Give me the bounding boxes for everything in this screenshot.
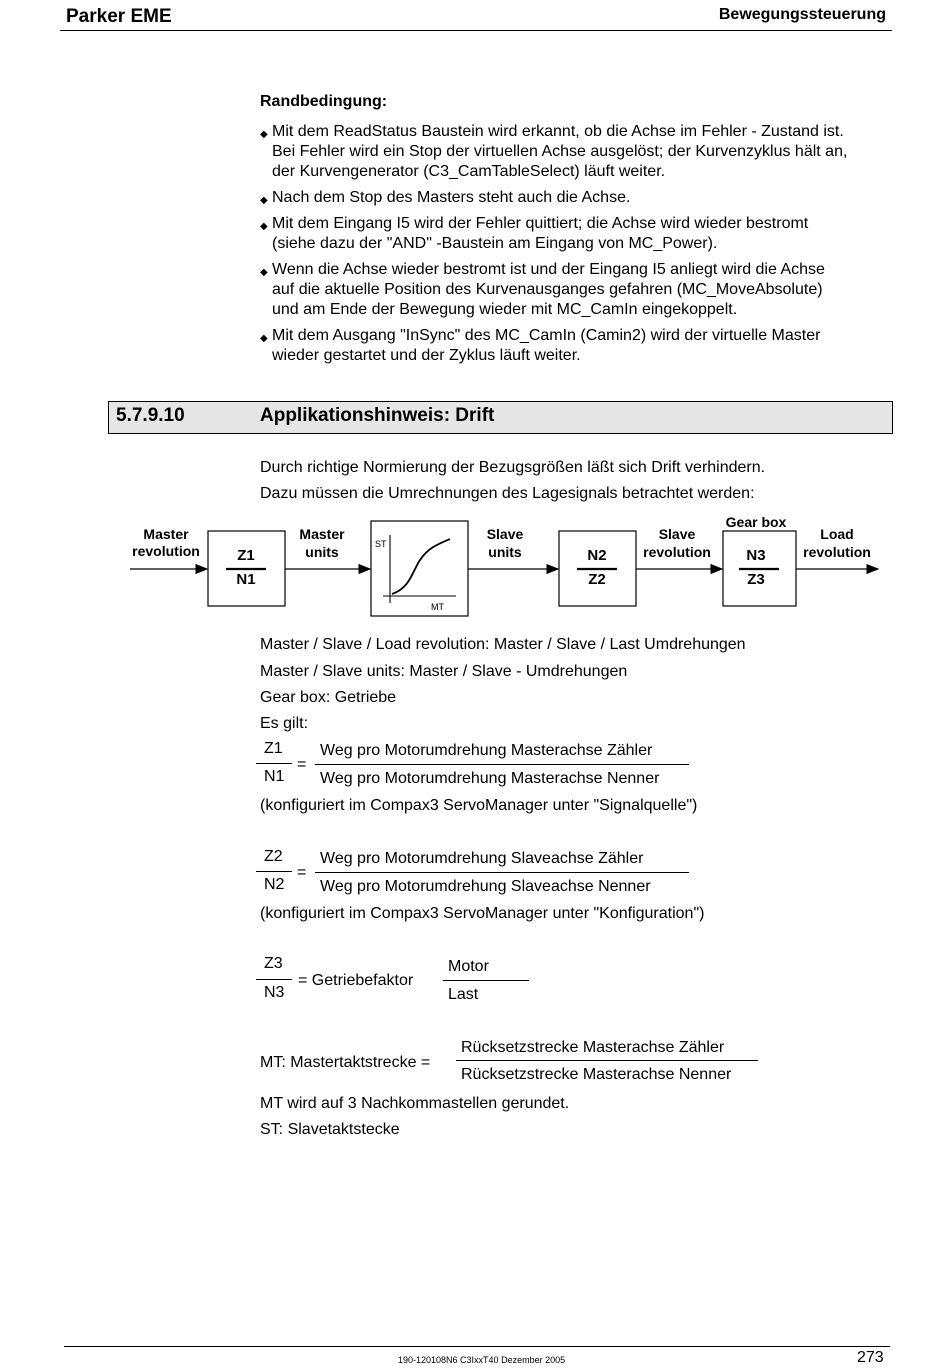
diamond-bullet-icon: ◆ (260, 195, 268, 206)
f3-num: Z3 (264, 955, 283, 972)
glossary-es-gilt: Es gilt: (260, 715, 309, 732)
f3-equals-getriebefaktor: = Getriebefaktor (298, 972, 414, 989)
diamond-bullet-icon: ◆ (260, 267, 268, 278)
block-cam (371, 521, 468, 616)
bullet-item: ◆ Mit dem ReadStatus Baustein wird erkannt, ob die Achse im Fehler - Zustand ist. Bei Fehler wird ein Stop der virtuellen Achse ausgelöst; der Kurvenzyklus hält an, der Kurvengenerator (C3_CamTableSelect) läuft weiter. (260, 123, 848, 180)
bullet-item: ◆ Nach dem Stop des Masters steht auch die Achse. (258, 188, 898, 208)
f2-right-num: Weg pro Motorumdrehung Slaveachse Zähler (320, 850, 644, 867)
f3-right-den: Last (448, 986, 479, 1003)
intro-line-1: Durch richtige Normierung der Bezugsgrößen läßt sich Drift verhindern. (260, 459, 766, 476)
diamond-bullet-icon: ◆ (260, 221, 268, 232)
label-load-revolution-2: revolution (803, 544, 871, 560)
f1-equals: = (297, 756, 307, 773)
mt-fraction-line (456, 1060, 758, 1061)
mt-num: Rücksetzstrecke Masterachse Zähler (461, 1039, 725, 1056)
f2-right-den: Weg pro Motorumdrehung Slaveachse Nenner (320, 878, 651, 895)
f1-note: (konfiguriert im Compax3 ServoManager unter "Signalquelle") (260, 797, 698, 814)
signal-flow-diagram (0, 0, 950, 640)
randbedingung-heading: Randbedingung: (260, 93, 388, 110)
f2-note: (konfiguriert im Compax3 ServoManager unter "Konfiguration") (260, 905, 705, 922)
glossary-gearbox: Gear box: Getriebe (260, 689, 397, 706)
header-chapter: Bewegungssteuerung (718, 6, 886, 23)
closing-st: ST: Slavetaktstecke (260, 1121, 400, 1138)
footer-doc-id: 190-120108N6 C3IxxT40 Dezember 2005 (398, 1355, 566, 1365)
footer-rule (64, 1346, 890, 1347)
label-z2: Z2 (588, 571, 606, 588)
f2-equals: = (297, 864, 307, 881)
label-master-revolution-2: revolution (132, 543, 200, 559)
mt-label: MT: Mastertaktstrecke = (260, 1054, 431, 1071)
closing-mt-rounding: MT wird auf 3 Nachkommastellen gerundet. (260, 1095, 570, 1112)
diamond-bullet-icon: ◆ (260, 129, 268, 140)
label-st: ST (375, 539, 387, 549)
bullet-item: ◆ Mit dem Ausgang "InSync" des MC_CamIn (Camin2) wird der virtuelle Master wieder gestartet und der Zyklus läuft weiter. (260, 327, 821, 364)
f2-left-fraction-line (256, 871, 292, 872)
f3-right-fraction-line (443, 980, 529, 981)
section-number: 5.7.9.10 (116, 405, 185, 426)
f1-right-num: Weg pro Motorumdrehung Masterachse Zähler (320, 742, 653, 759)
label-slave-revolution-2: revolution (643, 544, 711, 560)
label-slave-revolution-1: Slave (658, 526, 696, 542)
f3-den: N3 (264, 984, 285, 1001)
section-title: Applikationshinweis: Drift (260, 405, 495, 426)
label-n2: N2 (587, 547, 607, 564)
label-z1: Z1 (237, 547, 255, 564)
f3-right-num: Motor (448, 958, 489, 975)
f1-right-den: Weg pro Motorumdrehung Masterachse Nenner (320, 770, 660, 787)
mt-den: Rücksetzstrecke Masterachse Nenner (461, 1066, 732, 1083)
label-master-units-1: Master (299, 526, 345, 542)
label-z3: Z3 (747, 571, 765, 588)
label-n1: N1 (236, 571, 256, 588)
label-load-revolution-1: Load (820, 526, 854, 542)
header-brand: Parker EME (66, 6, 172, 27)
bullet-item: ◆ Wenn die Achse wieder bestromt ist und der Eingang I5 anliegt wird die Achse auf die aktuelle Position des Kurvenausganges gefahren (MC_MoveAbsolute) und am Ende der Bewegung wieder mit MC_CamIn eingekoppelt. (260, 261, 825, 318)
label-slave-units-1: Slave (486, 526, 524, 542)
label-n3: N3 (746, 547, 766, 564)
f1-num: Z1 (264, 740, 283, 757)
intro-line-2: Dazu müssen die Umrechnungen des Lagesignals betrachtet werden: (260, 485, 755, 502)
page-number: 273 (857, 1349, 884, 1366)
label-master-revolution-1: Master (143, 526, 189, 542)
label-master-units-2: units (305, 544, 339, 560)
f1-right-fraction-line (315, 764, 689, 765)
bullet-item: ◆ Mit dem Eingang I5 wird der Fehler quittiert; die Achse wird wieder bestromt (siehe dazu der "AND" -Baustein am Eingang von MC_Power). (260, 215, 809, 252)
f2-den: N2 (264, 876, 285, 893)
glossary-revolution: Master / Slave / Load revolution: Master / Slave / Last Umdrehungen (260, 636, 746, 653)
f1-den: N1 (264, 768, 285, 785)
f2-right-fraction-line (315, 872, 689, 873)
diamond-bullet-icon: ◆ (260, 333, 268, 344)
f3-left-fraction-line (256, 979, 292, 980)
f2-num: Z2 (264, 848, 283, 865)
label-slave-units-2: units (488, 544, 522, 560)
label-gear-box: Gear box (725, 514, 787, 530)
glossary-units: Master / Slave units: Master / Slave - Umdrehungen (260, 663, 628, 680)
label-mt: MT (431, 602, 444, 612)
f1-left-fraction-line (256, 763, 292, 764)
